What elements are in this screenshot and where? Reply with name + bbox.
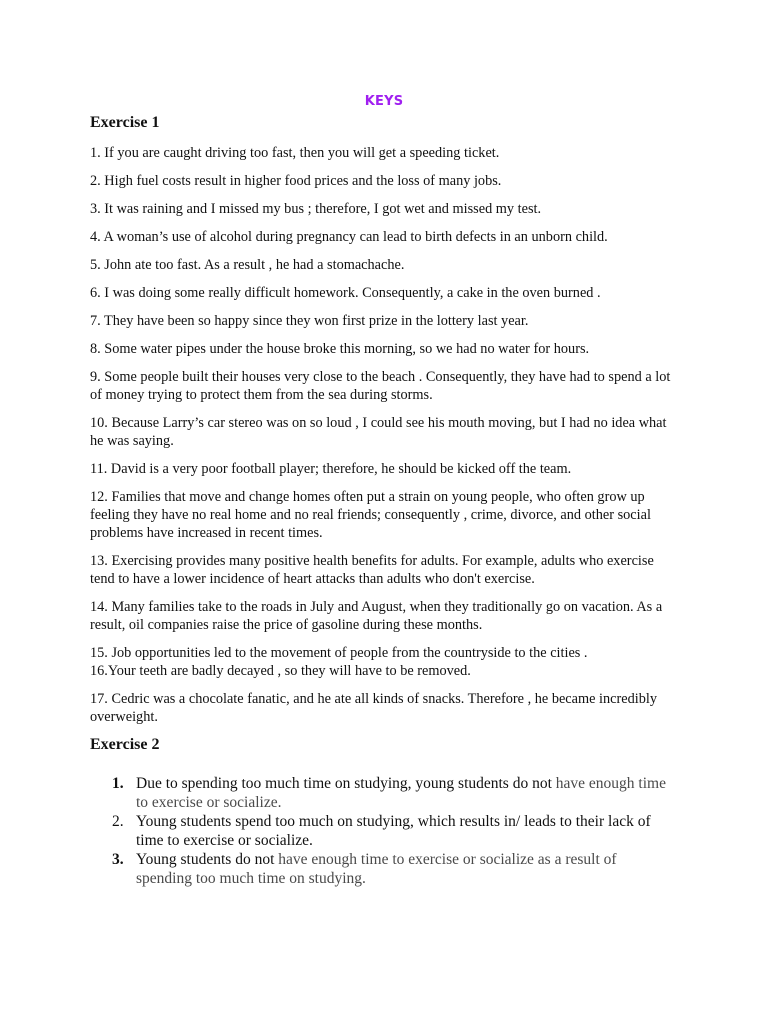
exercise-1-item: 10. Because Larry’s car stereo was on so loud , I could see his mouth moving, but I had no idea what he was saying. <box>90 415 667 449</box>
answer-text-part: have enough time to exercise or socialize. <box>136 775 666 811</box>
answer-text <box>136 850 672 888</box>
exercise-1-item: 4. A woman’s use of alcohol during pregnancy can lead to birth defects in an unborn child. <box>90 229 608 245</box>
exercise-1-item: 1. If you are caught driving too fast, then you will get a speeding ticket. <box>90 145 500 161</box>
exercise-1-item: 2. High fuel costs result in higher food prices and the loss of many jobs. <box>90 173 502 189</box>
exercise-2-list <box>112 774 672 888</box>
exercise-1-item: 14. Many families take to the roads in July and August, when they traditionally go on vacation. As a result, oil companies raise the price of gasoline during these months. <box>90 599 663 633</box>
answer-text <box>136 812 672 850</box>
exercise-1-item: 5. John ate too fast. As a result , he had a stomachache. <box>90 257 405 273</box>
exercise-1-item: 3. It was raining and I missed my bus ; therefore, I got wet and missed my test. <box>90 201 542 217</box>
list-number: 3. <box>112 851 124 868</box>
exercise-1-item: 9. Some people built their houses very close to the beach . Consequently, they have had to spend a lot of money trying to protect them from the sea during storms. <box>90 369 671 403</box>
answer-text-part: Young students do not <box>136 851 279 868</box>
exercise-1-item: 6. I was doing some really difficult homework. Consequently, a cake in the oven burned . <box>90 285 601 301</box>
list-number: 2. <box>112 813 124 830</box>
answer-text-part: have enough time to exercise or socialize as a result of spending too much time on studying. <box>136 851 617 887</box>
exercise-2-heading: Exercise 2 <box>90 736 160 753</box>
exercise-1-heading: Exercise 1 <box>90 114 160 131</box>
answer-text-part: Due to spending too much time on studying, young students do not <box>136 775 556 792</box>
exercise-1-item: 13. Exercising provides many positive health benefits for adults. For example, adults who exercise tend to have a lower incidence of heart attacks than adults who don't exercise. <box>90 553 654 587</box>
exercise-1-item: 7. They have been so happy since they won first prize in the lottery last year. <box>90 313 529 329</box>
exercise-1-item: 17. Cedric was a chocolate fanatic, and he ate all kinds of snacks. Therefore , he became incredibly overweight. <box>90 691 658 725</box>
answer-text-part: Young students spend too much on studying, which results in/ leads to their lack of time to exercise or socialize. <box>136 813 651 849</box>
exercise-2-item <box>112 850 672 888</box>
exercise-1-item: 12. Families that move and change homes often put a strain on young people, who often grow up feeling they have no real home and no real friends; consequently , crime, divorce, and other social problems have increased in recent times. <box>90 489 651 541</box>
exercise-1-item: 8. Some water pipes under the house broke this morning, so we had no water for hours. <box>90 341 590 357</box>
page-title: KEYS <box>364 94 404 109</box>
list-number: 1. <box>112 775 124 792</box>
exercise-1-list <box>90 144 680 736</box>
answer-text <box>136 774 672 812</box>
exercise-1-item: 16.Your teeth are badly decayed , so they will have to be removed. <box>90 663 471 679</box>
exercise-1-item: 15. Job opportunities led to the movement of people from the countryside to the cities . <box>90 645 588 661</box>
exercise-1-item: 11. David is a very poor football player; therefore, he should be kicked off the team. <box>90 461 572 477</box>
exercise-2-item <box>112 774 672 812</box>
exercise-2-item <box>112 812 672 850</box>
